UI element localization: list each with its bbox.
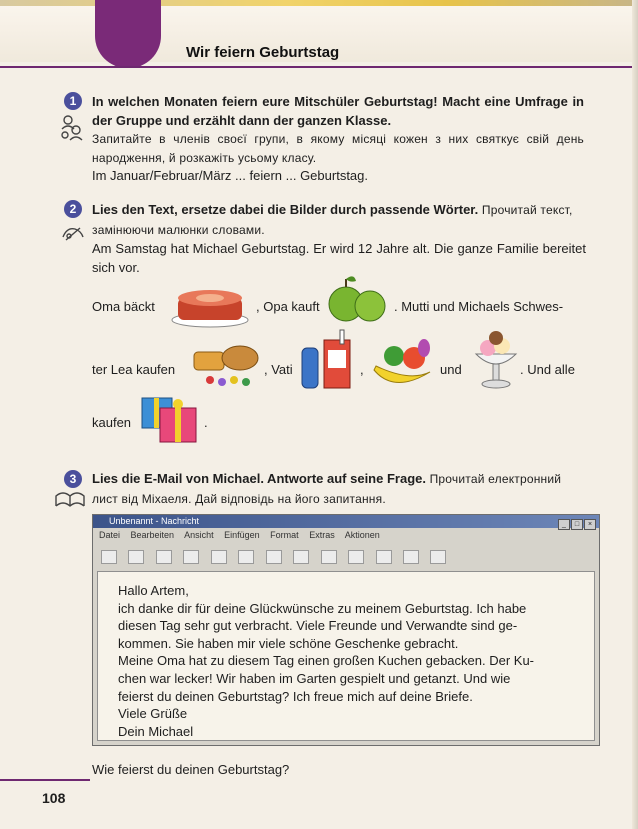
minimize-icon[interactable]: _ [558, 519, 570, 530]
ice-cream-icon [470, 328, 522, 390]
encrypt-icon[interactable] [430, 550, 446, 564]
email-line: chen war lecker! Wir haben im Garten gespielt und getanzt. Und wie [118, 670, 511, 686]
address-book-icon[interactable] [321, 550, 337, 564]
window-controls [557, 517, 596, 530]
menu-item-format[interactable]: Format [270, 530, 299, 540]
maximize-icon[interactable]: □ [571, 519, 583, 530]
open-book-icon [54, 490, 86, 510]
header-rule [0, 66, 632, 68]
sentence-fragment: , Vati [264, 362, 293, 377]
cake-icon [170, 284, 250, 328]
sentence-fragment: ter Lea kaufen [92, 362, 176, 377]
group-talk-icon [58, 113, 86, 145]
email-window-title: Unbenannt - Nachricht [109, 516, 200, 526]
email-line: diesen Tag sehr gut verbracht. Viele Freunde und Verwandte sind ge- [118, 618, 518, 634]
email-window [92, 514, 600, 746]
sentence-fragment: , Opa kauft [256, 299, 320, 314]
gifts-icon [138, 380, 202, 444]
email-line: feierst du deinen Geburtstag? Ich freue mich auf deine Briefe. [118, 688, 473, 704]
cut-icon[interactable] [183, 550, 199, 564]
email-line: Viele Grüße [118, 706, 188, 722]
drinks-icon [298, 328, 360, 392]
save-icon[interactable] [128, 550, 144, 564]
task-number-3: 3 [64, 470, 82, 488]
undo-icon[interactable] [266, 550, 282, 564]
menu-item-extras[interactable]: Extras [309, 530, 335, 540]
sentence-fragment: . [204, 415, 208, 430]
sentence-fragment: , [360, 362, 364, 377]
task1-instruction-de: In welchen Monaten feiern eure Mitschüler Geburtstag! Macht eine Umfrage in der Gruppe und erzählt dann der ganzen Klasse. [92, 94, 584, 128]
email-menubar [99, 530, 388, 540]
email-body[interactable] [97, 571, 595, 741]
page-number: 108 [42, 790, 66, 806]
task2-instruction-de: Lies den Text, ersetze dabei die Bilder durch passende Wörter. [92, 202, 479, 217]
email-titlebar [93, 515, 599, 528]
email-line: ich danke dir für deine Glückwünsche zu meinem Geburtstag. Ich habe [118, 600, 527, 616]
sentence-fragment: Oma bäckt [92, 299, 155, 314]
sentence-fragment: und [440, 362, 462, 377]
menu-item-bearbeiten[interactable]: Bearbeiten [130, 530, 175, 540]
priority-icon[interactable] [376, 550, 392, 564]
email-text [118, 582, 578, 740]
page-edge [632, 0, 638, 829]
task1-instruction-uk: Запитайте в членів своєї групи, в якому місяці кожен з них святкує свій день народження, й розкажіть усьому класу. [92, 132, 584, 165]
check-names-icon[interactable] [293, 550, 309, 564]
sentence-fragment: kaufen [92, 415, 132, 430]
chapter-tab [95, 0, 161, 68]
task3-instruction-de: Lies die E-Mail von Michael. Antworte auf seine Frage. [92, 471, 426, 486]
fruit-icon [370, 336, 434, 390]
task2-intro: Am Samstag hat Michael Geburtstag. Er wird 12 Jahre alt. Die ganze Familie bereitet sich vor. [92, 241, 586, 275]
task2-instruction-uk: Прочитай текст, замінюючи малюнки словами. [92, 203, 573, 237]
writing-hand-icon [60, 222, 86, 244]
apples-icon [326, 270, 388, 326]
print-icon[interactable] [156, 550, 172, 564]
task-number-1: 1 [64, 92, 82, 110]
task1-example: Im Januar/Februar/März ... feiern ... Geburtstag. [92, 168, 368, 183]
send-icon[interactable] [101, 550, 117, 564]
menu-item-datei[interactable]: Datei [99, 530, 121, 540]
footer-rule [0, 779, 90, 781]
paste-icon[interactable] [238, 550, 254, 564]
menu-item-aktionen[interactable]: Aktionen [344, 530, 380, 540]
task3-question: Wie feierst du deinen Geburtstag? [92, 762, 290, 777]
attach-icon[interactable] [348, 550, 364, 564]
menu-item-einfuegen[interactable]: Einfügen [224, 530, 260, 540]
email-line: Dein Michael [118, 723, 194, 739]
sentence-fragment: . Und alle [520, 362, 575, 377]
task-number-2: 2 [64, 200, 82, 218]
email-toolbar [101, 548, 453, 566]
close-icon[interactable]: × [584, 519, 596, 530]
sentence-fragment: . Mutti und Michaels Schwes- [394, 299, 564, 314]
task3-instruction [92, 469, 586, 509]
copy-icon[interactable] [211, 550, 227, 564]
chapter-title: Wir feiern Geburtstag [186, 44, 340, 61]
task2-instruction [92, 200, 586, 240]
menu-item-ansicht[interactable]: Ansicht [184, 530, 214, 540]
email-line: Hallo Artem, [118, 583, 189, 598]
task3-instruction-uk: Прочитай електронний лист від Міхаеля. Дай відповідь на його запитання. [92, 472, 562, 506]
sign-icon[interactable] [403, 550, 419, 564]
email-line: kommen. Sie haben mir viele schöne Geschenke gebracht. [118, 635, 459, 651]
email-line: Meine Oma hat zu diesem Tag einen großen Kuchen gebacken. Der Ku- [118, 653, 534, 669]
